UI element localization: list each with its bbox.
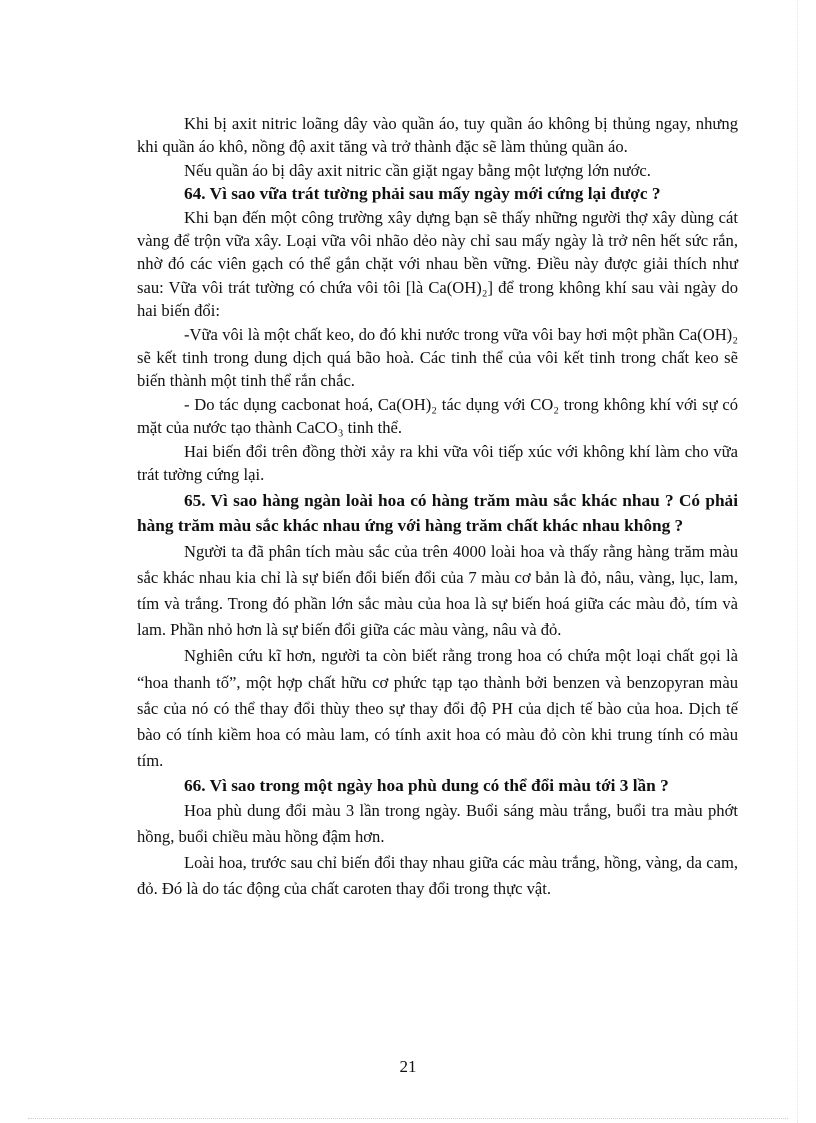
page-number: 21 (399, 1057, 417, 1076)
section-heading-66: 66. Vì sao trong một ngày hoa phù dung có thể đổi màu tới 3 lần ? (184, 776, 669, 796)
section-heading-64: 64. Vì sao vữa trát tường phải sau mấy ngày mới cứng lại được ? (184, 184, 661, 204)
paragraph: Người ta đã phân tích màu sắc của trên 4000 loài hoa và thấy rằng hàng trăm màu sắc khác nhau kia chỉ là sự biến đổi biến đổi của 7 màu cơ bản là đỏ, nâu, vàng, lục, lam, tím và trắng. Trong đó phần lớn sắc màu của hoa là sự biến hoá giữa các màu đỏ, tím và lam. Phần nhỏ hơn là sự biến đổi giữa các màu vàng, nâu và đỏ. (137, 541, 738, 640)
paragraph: Hoa phù dung đổi màu 3 lần trong ngày. Buổi sáng màu trắng, buổi tra màu phớt hồng, buổi chiều màu hồng đậm hơn. (137, 800, 738, 846)
page-bottom-divider (28, 1118, 788, 1119)
paragraph: Khi bạn đến một công trường xây dựng bạn sẽ thấy những người thợ xây dùng cát vàng để trộn vữa xây. Loại vữa vôi nhão dẻo này chỉ sau mấy ngày là trở nên hết sức rắn, nhờ đó các viên gạch có thể gắn chặt với nhau bền vững. Điều này được giải thích như sau: Vữa vôi trát tường có chứa vôi tôi [là Ca(OH)₂] để trong không khí sau vài ngày do hai biến đổi: (137, 207, 738, 321)
paragraph: Loài hoa, trước sau chỉ biến đổi thay nhau giữa các màu trắng, hồng, vàng, da cam, đỏ. Đó là do tác động của chất caroten thay đổi trong thực vật. (137, 853, 738, 899)
paragraph: Khi bị axit nitric loãng dây vào quần áo, tuy quần áo không bị thủng ngay, nhưng khi quần áo khô, nồng độ axit tăng và trở thành đặc sẽ làm thủng quần áo. (137, 114, 738, 157)
page-content (137, 112, 738, 903)
page-right-border (797, 0, 798, 1123)
section-heading-65: 65. Vì sao hàng ngàn loài hoa có hàng trăm màu sắc khác nhau ? Có phải hàng trăm màu sắc khác nhau ứng với hàng trăm chất khác nhau không ? (137, 490, 738, 535)
paragraph: Hai biến đổi trên đồng thời xảy ra khi vữa vôi tiếp xúc với không khí làm cho vữa trát tường cứng lại. (137, 441, 738, 485)
paragraph: - Do tác dụng cacbonat hoá, Ca(OH)₂ tác dụng với CO₂ trong không khí với sự có mặt của nước tạo thành CaCO₃ tinh thể. (137, 394, 738, 438)
paragraph: -Vữa vôi là một chất keo, do đó khi nước trong vữa vôi bay hơi một phần Ca(OH)₂ sẽ kết tinh trong dung dịch quá bão hoà. Các tinh thể của vôi kết tinh trong chất keo sẽ biến thành một tinh thể rắn chắc. (137, 324, 738, 391)
paragraph: Nghiên cứu kĩ hơn, người ta còn biết rằng trong hoa có chứa một loại chất gọi là “hoa thanh tố”, một hợp chất hữu cơ phức tạp tạo thành bởi benzen và benzopyran màu sắc của nó có thể thay đổi thùy theo sự thay đổi độ PH của dịch tế bào của hoa. Dịch tế bào có tính kiềm hoa có màu lam, có tính axit hoa có màu đỏ còn khi trung tính có màu tím. (137, 646, 738, 771)
paragraph: Nếu quần áo bị dây axit nitric cần giặt ngay bằng một lượng lớn nước. (184, 160, 651, 180)
